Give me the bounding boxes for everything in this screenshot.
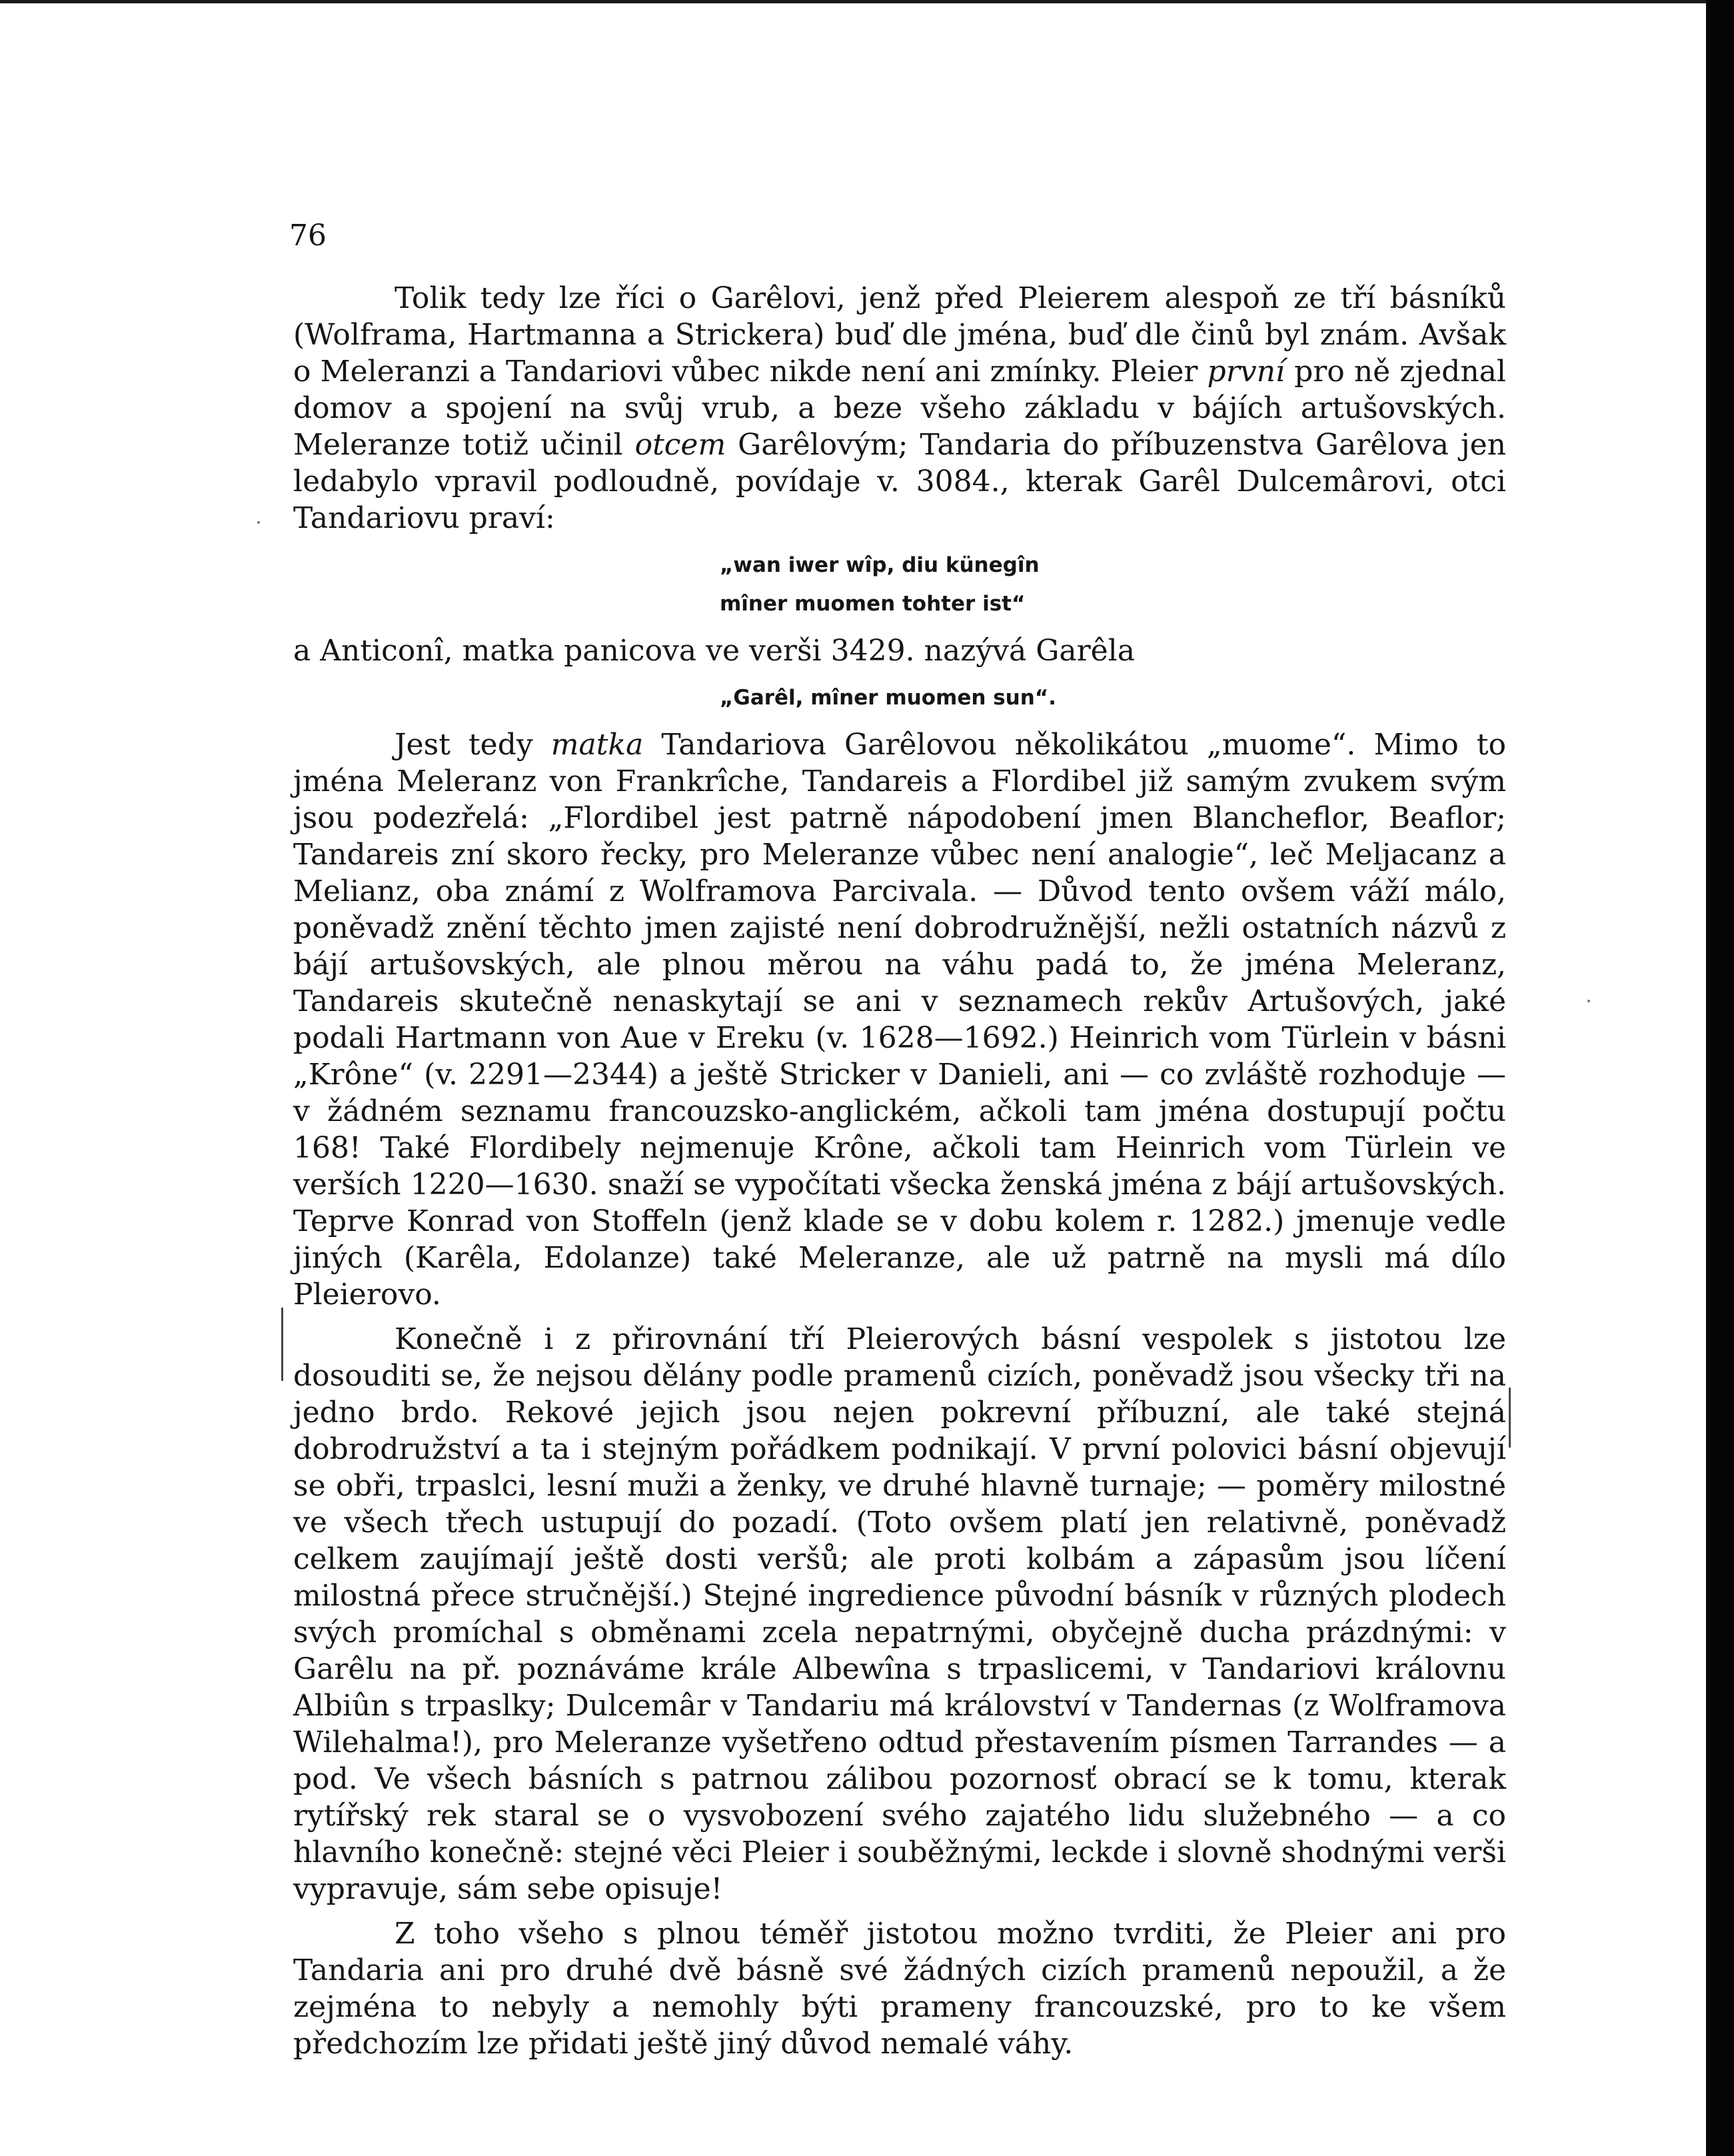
verse-line: „wan iwer wîp, diu künegîn	[720, 553, 1040, 577]
verse-quote	[293, 548, 1506, 620]
verse-line: mîner muomen tohter ist“	[720, 592, 1026, 616]
scan-border-top	[0, 0, 1706, 3]
paragraph: a Anticonî, matka panicova ve verši 3429. nazývá Garêla	[293, 634, 1135, 668]
scan-speck	[257, 521, 260, 524]
body-text	[293, 280, 1506, 2062]
paragraph	[293, 726, 1506, 1313]
margin-mark	[281, 1308, 287, 1381]
paragraph-text: Jest tedy	[395, 728, 533, 762]
verse-line: „Garêl, mîner muomen sun“.	[720, 686, 1056, 710]
paragraph-text: Tolik tedy lze říci o Garêlovi, jenž před Pleierem alespoň ze tří básníků (Wolframa, Hartmanna a Strickera) buď dle jména, buď dle činů byl znám. Avšak o Meleranzi a Tandariovi vůbec nikde není ani zmínky. Pleier	[293, 281, 1506, 389]
paragraph	[293, 280, 1506, 537]
paragraph-text: pro ně zjednal domov a spojení na svůj vrub, a beze všeho základu v bájích artušovských. Meleranze totiž učinil	[293, 355, 1506, 462]
margin-mark	[1505, 1388, 1511, 1448]
paragraph: Konečně i z přirovnání tří Pleierových básní vespolek s jistotou lze dosouditi se, že nejsou dělány podle pramenů cizích, poněvadž jsou všecky tři na jedno brdo. Rekové jejich jsou nejen pokrevní příbuzní, ale také stejná dobrodružství a ta i stejným pořádkem podnikají. V první polovici básní objevují se obři, trpaslci, lesní muži a ženky, ve druhé hlavně turnaje; — poměry milostné ve všech třech ustupují do pozadí. (Toto ovšem platí jen relativně, poněvadž celkem zaujímají ještě dosti veršů; ale proti kolbám a zápasům jsou líčení milostná přece stručnější.) Stejné ingredience původní básník v různých plodech svých promíchal s obměnami zcela nepatrnými, obyčejně ducha prázdnými: v Garêlu na př. poznáváme krále Albewîna s trpaslicemi, v Tandariovi královnu Albiûn s trpaslky; Dulcemâr v Tandariu má království v Tandernas (z Wolframova Wilehalma!), pro Meleranze vyšetřeno odtud přestavením písmen Tarrandes — a pod. Ve všech básních s patrnou zálibou pozornosť obrací se k tomu, kterak rytířský rek staral se o vysvobození svého zajatého lidu služebného — a co hlavního konečně: stejné věci Pleier i souběžnými, leckde i slovně shodnými verši vypravuje, sám sebe opisuje!	[293, 1322, 1506, 1906]
page-number: 76	[289, 219, 327, 253]
emphasis: otcem	[634, 428, 726, 462]
scan-speck	[1587, 1000, 1590, 1002]
scan-border-right	[1706, 0, 1734, 2156]
emphasis: matka	[550, 728, 644, 762]
paragraph: Z toho všeho s plnou téměř jistotou možno tvrditi, že Pleier ani pro Tandaria ani pro druhé dvě básně své žádných cizích pramenů nepoužil, a že zejména to nebyly a nemohly býti prameny francouzské, pro to ke všem předchozím lze přidati ještě jiný důvod nemalé váhy.	[293, 1917, 1506, 2061]
verse-quote	[293, 681, 1506, 714]
paragraph-text: Garêlovým; Tandaria do příbuzenstva Garêlova jen ledabylo vpravil podloudně, povídaje v. 3084., kterak Garêl Dulcemârovi, otci Tandariovu praví:	[293, 428, 1506, 535]
emphasis: první	[1207, 355, 1285, 389]
paragraph-text: Tandariova Garêlovou několikátou „muome“. Mimo to jména Meleranz von Frankrîche, Tandareis a Flordibel již samým zvukem svým jsou podezřelá: „Flordibel jest patrně nápodobení jmen Blancheflor, Beaflor; Tandareis zní skoro řecky, pro Meleranze vůbec není analogie“, leč Meljacanz a Melianz, oba známí z Wolframova Parcivala. — Důvod tento ovšem váží málo, poněvadž znění těchto jmen zajisté není dobrodružnější, nežli ostatních názvů z bájí artušovských, ale plnou měrou na váhu padá to, že jména Meleranz, Tandareis skutečně nenaskytají se ani v seznamech rekův Artušových, jaké podali Hartmann von Aue v Ereku (v. 1628—1692.) Heinrich vom Türlein v básni „Krône“ (v. 2291—2344) a ještě Stricker v Danieli, ani — co zvláště rozhoduje — v žádném seznamu francouzsko-anglickém, ačkoli tam jména dostupují počtu 168! Také Flordibely nejmenuje Krône, ačkoli tam Heinrich vom Türlein ve verších 1220—1630. snaží se vypočítati všecka ženská jména z bájí artušovských. Teprve Konrad von Stoffeln (jenž klade se v dobu kolem r. 1282.) jmenuje vedle jiných (Karêla, Edolanze) také Meleranze, ale už patrně na mysli má dílo Pleierovo.	[293, 728, 1506, 1312]
